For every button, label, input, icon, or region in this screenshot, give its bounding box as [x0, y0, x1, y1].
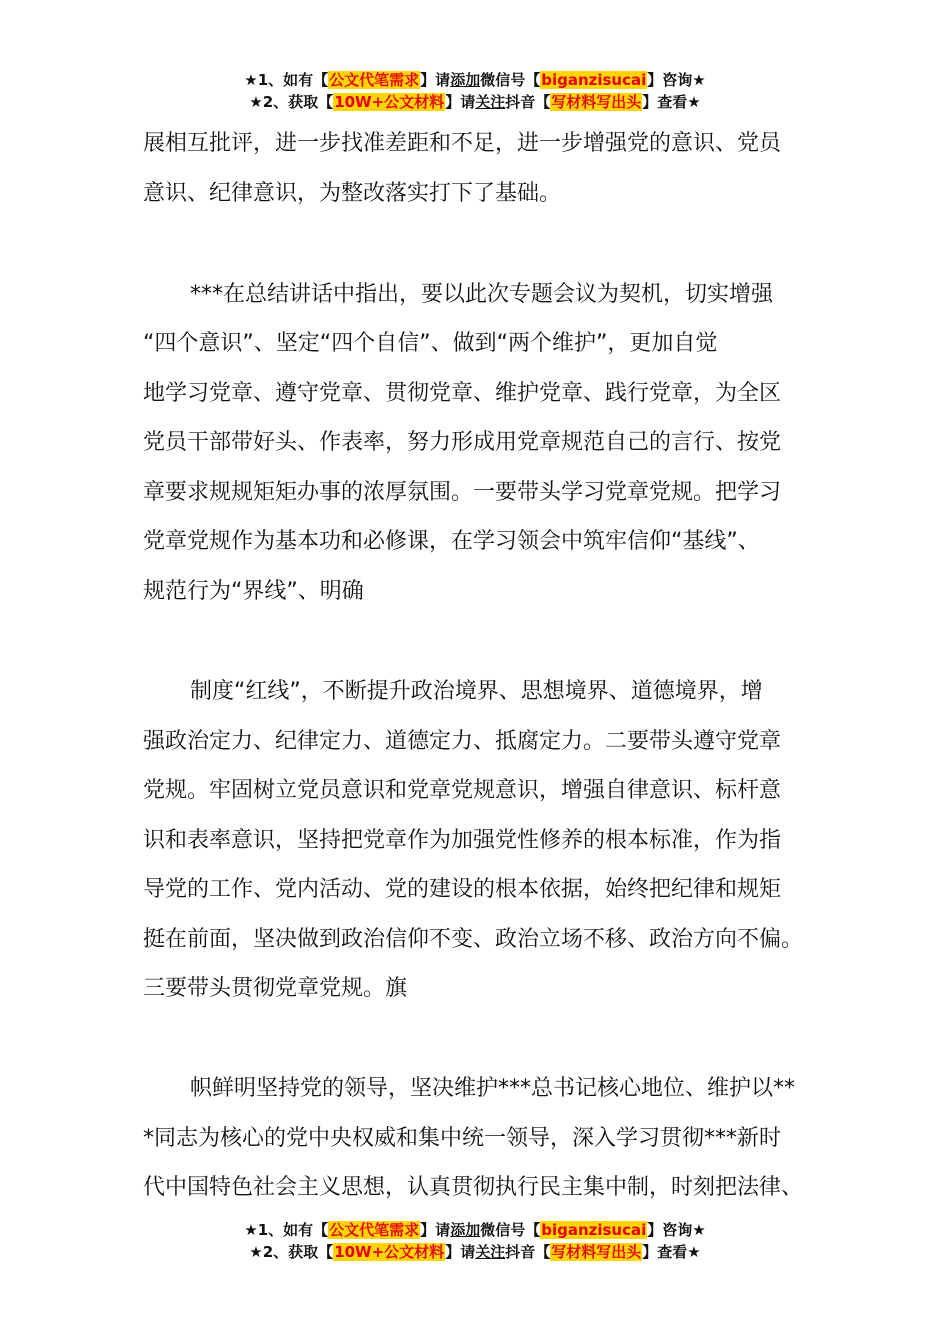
banner-line-1: ★1、如有【公文代笔需求】请添加微信号【biganzisucai】咨询★ — [244, 71, 706, 89]
body-line: 地学习党章、遵守党章、贯彻党章、维护党章、践行党章，为全区 — [143, 381, 782, 406]
body-line: 章要求规规矩矩办事的浓厚氛围。一要带头学习党章党规。把学习 — [143, 480, 782, 505]
body-line: 规范行为“界线”、明确 — [143, 579, 364, 604]
banner-highlight: biganzisucai — [541, 1221, 647, 1239]
body-line: 党章党规作为基本功和必修课，在学习领会中筑牢信仰“基线”、 — [143, 529, 760, 554]
body-line: “四个意识”、坚定“四个自信”、做到“两个维护”，更加自觉 — [143, 331, 718, 356]
body-line: 展相互批评，进一步找准差距和不足，进一步增强党的意识、党员 — [143, 131, 782, 156]
paragraph-start-line: 帜鲜明坚持党的领导，坚决维护***总书记核心地位、维护以** — [190, 1076, 796, 1101]
body-line: 识和表率意识，坚持把党章作为加强党性修养的根本标准，作为指 — [143, 828, 782, 853]
body-line: 党员干部带好头、作表率，努力形成用党章规范自己的言行、按党 — [143, 430, 782, 455]
paragraph-start-line: 制度“红线”，不断提升政治境界、思想境界、道德境界，增 — [190, 679, 763, 704]
banner-line-2: ★2、获取【10W+公文材料】请关注抖音【写材料写出头】查看★ — [249, 93, 701, 111]
banner-line-1: ★1、如有【公文代笔需求】请添加微信号【biganzisucai】咨询★ — [244, 1221, 706, 1239]
body-line: 强政治定力、纪律定力、道德定力、抵腐定力。二要带头遵守党章 — [143, 729, 782, 754]
body-line: 党规。牢固树立党员意识和党章党规意识，增强自律意识、标杆意 — [143, 778, 782, 803]
banner-highlight: 写材料写出头 — [551, 1243, 642, 1261]
body-line: 意识、纪律意识，为整改落实打下了基础。 — [143, 181, 562, 206]
banner-highlight: 写材料写出头 — [551, 93, 642, 111]
bottom-banner — [0, 1219, 950, 1263]
body-line: 代中国特色社会主义思想，认真贯彻执行民主集中制，时刻把法律、 — [143, 1175, 804, 1200]
banner-highlight: 公文代笔需求 — [329, 1221, 420, 1239]
body-line: 导党的工作、党内活动、党的建设的根本依据，始终把纪律和规矩 — [143, 877, 782, 902]
banner-highlight: biganzisucai — [541, 71, 647, 89]
paragraph-start-line: ***在总结讲话中指出，要以此次专题会议为契机，切实增强 — [190, 282, 774, 307]
banner-line-2: ★2、获取【10W+公文材料】请关注抖音【写材料写出头】查看★ — [249, 1243, 701, 1261]
body-line: 挺在前面，坚决做到政治信仰不变、政治立场不移、政治方向不偏。 — [143, 927, 804, 952]
top-banner — [0, 69, 950, 113]
banner-highlight: 10W+公文材料 — [334, 93, 445, 111]
body-line: 三要带头贯彻党章党规。旗 — [143, 976, 408, 1001]
body-line: *同志为核心的党中央权威和集中统一领导，深入学习贯彻***新时 — [143, 1126, 782, 1151]
banner-highlight: 公文代笔需求 — [329, 71, 420, 89]
banner-highlight: 10W+公文材料 — [334, 1243, 445, 1261]
